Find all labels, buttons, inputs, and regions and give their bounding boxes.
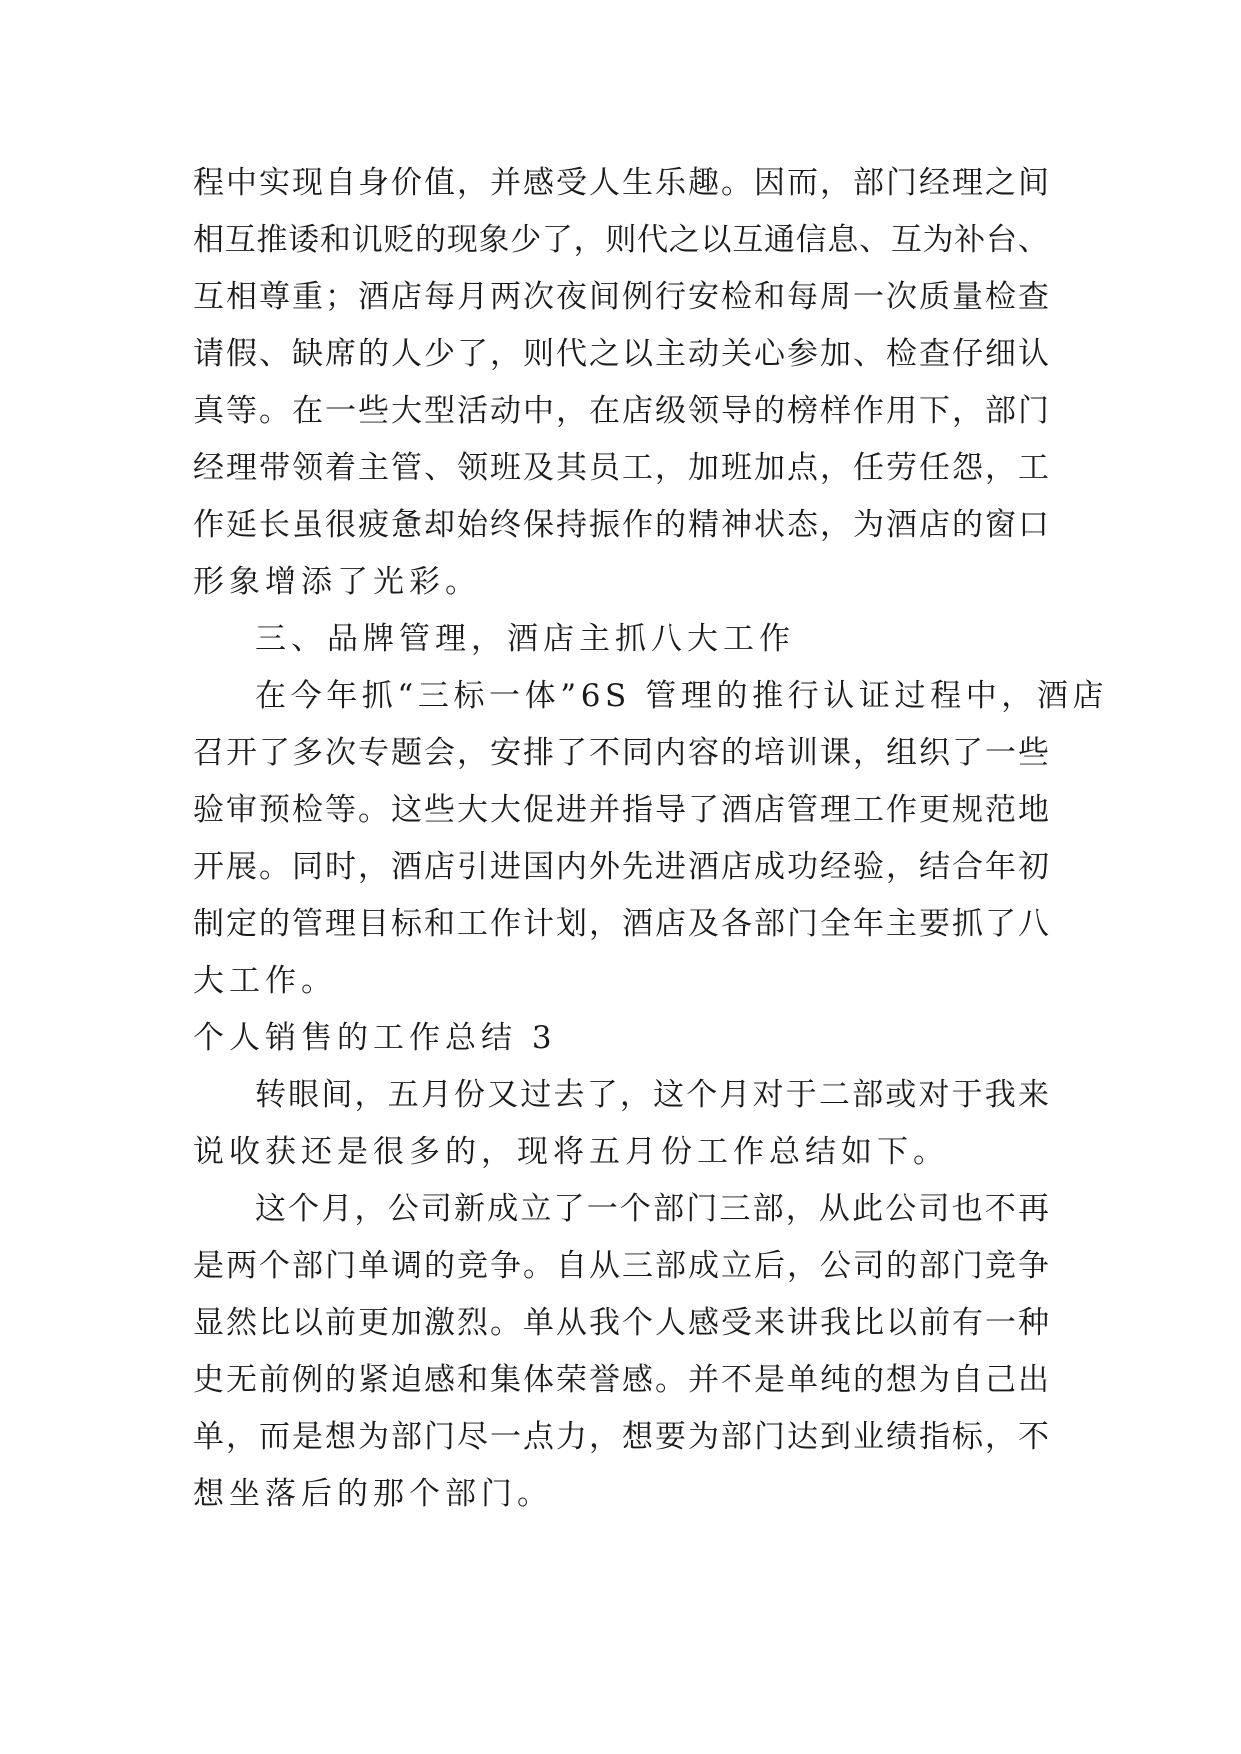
body-line-15: 大工作。 <box>193 963 337 999</box>
body-line-5: 真 等 。 在 一 些 大 型 活 动 中 ， 在 店 级 领 导 的 榜 样 作 用 下 ， 部 门 <box>193 393 1049 429</box>
body-line-3: 互 相 尊 重 ； 酒 店 每 月 两 次 夜 间 例 行 安 检 和 每 周 一 次 质 量 检 查 <box>193 279 1049 315</box>
body-line-10: 在今年抓“三标一体”6S 管理的推行认证过程中，酒店 <box>255 678 1109 714</box>
body-line-20: 是 两 个 部 门 单 调 的 竞 争 。 自 从 三 部 成 立 后 ， 公 司 的 部 门 竞 争 <box>193 1248 1049 1284</box>
document-title: 个人销售的工作总结 3 <box>193 1020 557 1056</box>
body-line-18: 说收获还是很多的，现将五月份工作总结如下。 <box>193 1134 949 1170</box>
body-line-17: 转 眼 间 ， 五 月 份 又 过 去 了 ， 这 个 月 对 于 二 部 或 对 于 我 来 <box>255 1077 1049 1113</box>
body-line-12: 验 审 预 检 等 。 这 些 大 大 促 进 并 指 导 了 酒 店 管 理 工 作 更 规 范 地 <box>193 792 1049 828</box>
section-heading: 三、品牌管理，酒店主抓八大工作 <box>255 621 795 657</box>
body-line-19: 这 个 月 ， 公 司 新 成 立 了 一 个 部 门 三 部 ， 从 此 公 司 也 不 再 <box>255 1191 1049 1227</box>
body-line-7: 作 延 长 虽 很 疲 惫 却 始 终 保 持 振 作 的 精 神 状 态 ， 为 酒 店 的 窗 口 <box>193 507 1049 543</box>
body-line-2: 相 互 推 诿 和 讥 贬 的 现 象 少 了 ， 则 代 之 以 互 通 信 息 、 互 为 补 台 、 <box>193 222 1049 258</box>
body-line-21: 显 然 比 以 前 更 加 激 烈 。 单 从 我 个 人 感 受 来 讲 我 比 以 前 有 一 种 <box>193 1305 1049 1341</box>
body-line-24: 想坐落后的那个部门。 <box>193 1476 553 1512</box>
body-line-4: 请 假 、 缺 席 的 人 少 了 ， 则 代 之 以 主 动 关 心 参 加 、 检 查 仔 细 认 <box>193 336 1049 372</box>
body-line-11: 召 开 了 多 次 专 题 会 ， 安 排 了 不 同 内 容 的 培 训 课 ， 组 织 了 一 些 <box>193 735 1049 771</box>
body-line-8: 形象增添了光彩。 <box>193 564 481 600</box>
body-line-13: 开 展 。 同 时 ， 酒 店 引 进 国 内 外 先 进 酒 店 成 功 经 验 ， 结 合 年 初 <box>193 849 1049 885</box>
body-line-1: 程 中 实 现 自 身 价 值 ， 并 感 受 人 生 乐 趣 。 因 而 ， 部 门 经 理 之 间 <box>193 165 1049 201</box>
body-line-22: 史 无 前 例 的 紧 迫 感 和 集 体 荣 誉 感 。 并 不 是 单 纯 的 想 为 自 己 出 <box>193 1362 1049 1398</box>
body-line-6: 经 理 带 领 着 主 管 、 领 班 及 其 员 工 ， 加 班 加 点 ， 任 劳 任 怨 ， 工 <box>193 450 1049 486</box>
body-line-14: 制 定 的 管 理 目 标 和 工 作 计 划 ， 酒 店 及 各 部 门 全 年 主 要 抓 了 八 <box>193 906 1049 942</box>
body-line-23: 单 ， 而 是 想 为 部 门 尽 一 点 力 ， 想 要 为 部 门 达 到 业 绩 指 标 ， 不 <box>193 1419 1049 1455</box>
